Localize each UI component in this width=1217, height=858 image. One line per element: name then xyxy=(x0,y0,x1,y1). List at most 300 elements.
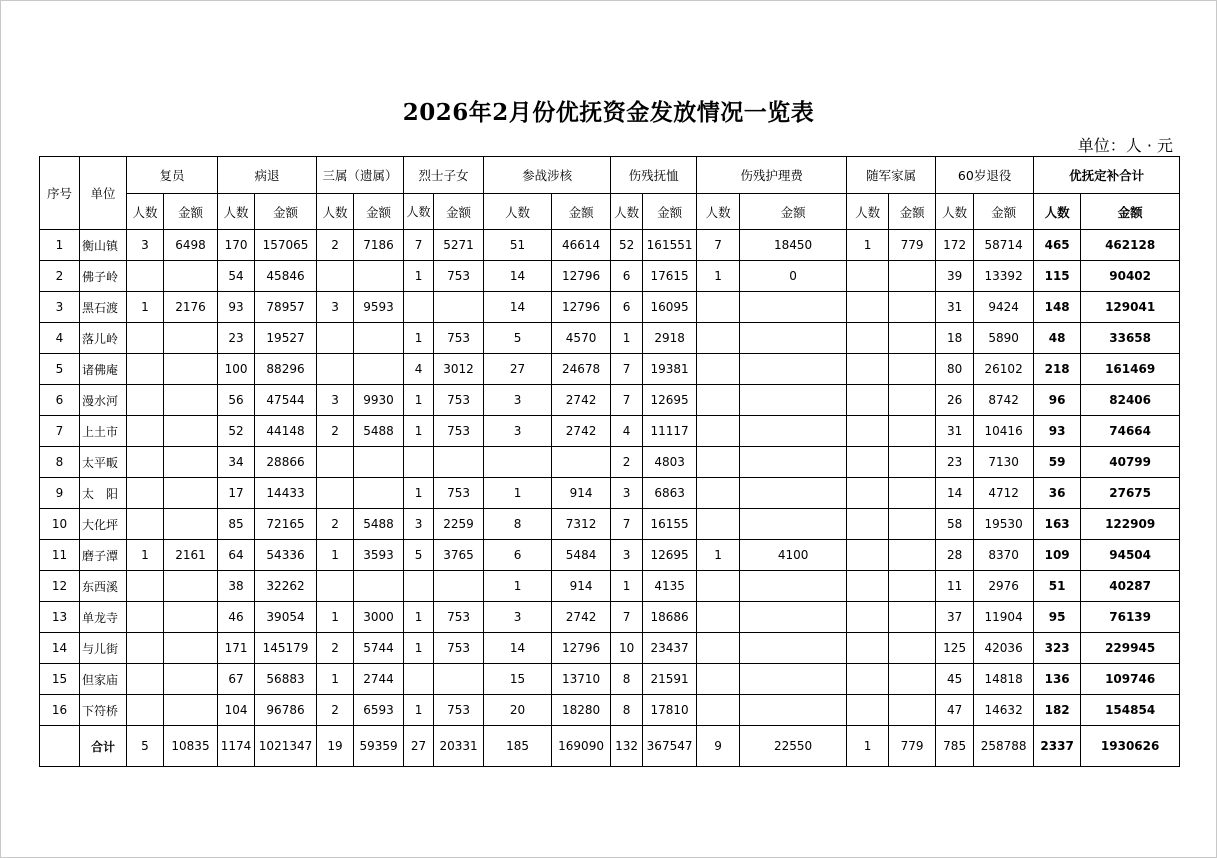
row-value xyxy=(127,354,164,385)
row-value: 3 xyxy=(484,385,552,416)
total-value: 22550 xyxy=(740,726,847,767)
header-group: 伤残护理费 xyxy=(697,157,847,194)
total-label: 合计 xyxy=(80,726,127,767)
total-value: 1 xyxy=(847,726,889,767)
row-value: 14 xyxy=(484,292,552,323)
table-row xyxy=(40,292,1180,323)
row-value: 753 xyxy=(434,633,484,664)
row-value xyxy=(889,323,936,354)
unit-label: 单位：人 · 元 xyxy=(1077,136,1173,155)
row-value: 171 xyxy=(218,633,255,664)
header-row-groups xyxy=(40,157,1180,194)
row-value: 753 xyxy=(434,695,484,726)
row-value: 1 xyxy=(484,478,552,509)
row-value: 5 xyxy=(404,540,434,571)
row-value: 3000 xyxy=(354,602,404,633)
row-value: 161551 xyxy=(643,230,697,261)
row-value: 753 xyxy=(434,385,484,416)
row-value: 0 xyxy=(740,261,847,292)
row-value: 7 xyxy=(611,509,643,540)
header-people-total: 人数 xyxy=(1034,194,1081,230)
row-value: 6 xyxy=(611,292,643,323)
header-group: 三属（遗属） xyxy=(317,157,404,194)
row-value: 12695 xyxy=(643,385,697,416)
row-value xyxy=(889,354,936,385)
row-value xyxy=(164,261,218,292)
row-value: 54336 xyxy=(255,540,317,571)
table-row xyxy=(40,602,1180,633)
total-value: 132 xyxy=(611,726,643,767)
row-value xyxy=(127,695,164,726)
row-value: 26102 xyxy=(974,354,1034,385)
row-seq: 2 xyxy=(40,261,80,292)
row-value: 1 xyxy=(404,261,434,292)
table-row xyxy=(40,323,1180,354)
grand-total-value: 2337 xyxy=(1034,726,1081,767)
row-value: 3593 xyxy=(354,540,404,571)
header-amount-total: 金额 xyxy=(1081,194,1180,230)
row-value: 20 xyxy=(484,695,552,726)
row-value: 7 xyxy=(611,385,643,416)
subsidy-table xyxy=(39,156,1180,767)
row-value: 10 xyxy=(611,633,643,664)
row-total-value: 27675 xyxy=(1081,478,1180,509)
row-value: 51 xyxy=(484,230,552,261)
row-value: 14 xyxy=(484,633,552,664)
row-value: 17 xyxy=(218,478,255,509)
row-value xyxy=(740,571,847,602)
row-value: 2 xyxy=(317,230,354,261)
row-value: 1 xyxy=(404,385,434,416)
row-value xyxy=(697,416,740,447)
row-value xyxy=(164,509,218,540)
row-value xyxy=(740,323,847,354)
row-value: 54 xyxy=(218,261,255,292)
row-value: 39054 xyxy=(255,602,317,633)
row-value xyxy=(127,447,164,478)
row-value: 1 xyxy=(317,602,354,633)
row-value: 1 xyxy=(404,695,434,726)
row-seq: 5 xyxy=(40,354,80,385)
header-unit: 单位 xyxy=(80,157,127,230)
row-value: 27 xyxy=(484,354,552,385)
header-amount: 金额 xyxy=(255,194,317,230)
row-value: 21591 xyxy=(643,664,697,695)
row-value: 914 xyxy=(552,571,611,602)
row-unit: 落儿岭 xyxy=(80,323,127,354)
row-value: 3 xyxy=(317,385,354,416)
row-value: 1 xyxy=(404,633,434,664)
row-total-value: 74664 xyxy=(1081,416,1180,447)
table-row xyxy=(40,261,1180,292)
total-seq-empty xyxy=(40,726,80,767)
row-value xyxy=(740,354,847,385)
row-value: 45 xyxy=(936,664,974,695)
row-value: 7 xyxy=(697,230,740,261)
row-seq: 1 xyxy=(40,230,80,261)
row-total-value: 148 xyxy=(1034,292,1081,323)
row-value: 64 xyxy=(218,540,255,571)
row-value: 78957 xyxy=(255,292,317,323)
header-group: 60岁退役 xyxy=(936,157,1034,194)
row-value xyxy=(404,664,434,695)
row-value: 19527 xyxy=(255,323,317,354)
total-value: 1021347 xyxy=(255,726,317,767)
row-value xyxy=(697,571,740,602)
row-value: 753 xyxy=(434,602,484,633)
row-value: 2918 xyxy=(643,323,697,354)
row-seq: 13 xyxy=(40,602,80,633)
row-value: 2742 xyxy=(552,602,611,633)
table-row xyxy=(40,478,1180,509)
row-value: 4712 xyxy=(974,478,1034,509)
row-value: 2 xyxy=(317,695,354,726)
row-value: 1 xyxy=(317,540,354,571)
row-value: 5488 xyxy=(354,416,404,447)
row-value: 1 xyxy=(127,292,164,323)
row-value: 7 xyxy=(404,230,434,261)
table-row xyxy=(40,230,1180,261)
row-total-value: 51 xyxy=(1034,571,1081,602)
header-amount: 金额 xyxy=(354,194,404,230)
row-value xyxy=(317,478,354,509)
total-row xyxy=(40,726,1180,767)
row-value xyxy=(697,447,740,478)
row-value xyxy=(697,478,740,509)
row-value: 1 xyxy=(404,478,434,509)
row-value: 7 xyxy=(611,602,643,633)
row-value xyxy=(697,323,740,354)
row-value: 2742 xyxy=(552,416,611,447)
header-group: 随军家属 xyxy=(847,157,936,194)
row-value xyxy=(889,261,936,292)
total-value: 20331 xyxy=(434,726,484,767)
table-row xyxy=(40,354,1180,385)
row-value: 172 xyxy=(936,230,974,261)
row-value xyxy=(740,509,847,540)
row-value: 56883 xyxy=(255,664,317,695)
header-people: 人数 xyxy=(317,194,354,230)
header-group: 参战涉核 xyxy=(484,157,611,194)
row-value: 34 xyxy=(218,447,255,478)
row-total-value: 82406 xyxy=(1081,385,1180,416)
row-value xyxy=(847,695,889,726)
row-value xyxy=(127,416,164,447)
row-value: 7130 xyxy=(974,447,1034,478)
row-total-value: 129041 xyxy=(1081,292,1180,323)
row-value: 38 xyxy=(218,571,255,602)
row-value xyxy=(164,633,218,664)
row-value: 1 xyxy=(127,540,164,571)
row-value: 753 xyxy=(434,323,484,354)
row-value xyxy=(889,292,936,323)
row-total-value: 462128 xyxy=(1081,230,1180,261)
row-value: 8 xyxy=(611,695,643,726)
row-value xyxy=(164,416,218,447)
row-value: 8742 xyxy=(974,385,1034,416)
row-value: 14 xyxy=(936,478,974,509)
row-value xyxy=(847,540,889,571)
row-value xyxy=(740,478,847,509)
table-row xyxy=(40,571,1180,602)
table-row xyxy=(40,540,1180,571)
row-value: 10416 xyxy=(974,416,1034,447)
row-value: 3 xyxy=(484,602,552,633)
row-value: 72165 xyxy=(255,509,317,540)
table-row xyxy=(40,447,1180,478)
row-value: 2 xyxy=(317,416,354,447)
row-total-value: 48 xyxy=(1034,323,1081,354)
table-row xyxy=(40,385,1180,416)
row-value: 32262 xyxy=(255,571,317,602)
total-value: 9 xyxy=(697,726,740,767)
row-value: 11 xyxy=(936,571,974,602)
row-value xyxy=(847,602,889,633)
header-group: 伤残抚恤 xyxy=(611,157,697,194)
total-value: 59359 xyxy=(354,726,404,767)
row-value xyxy=(889,664,936,695)
row-value: 11904 xyxy=(974,602,1034,633)
row-value: 23437 xyxy=(643,633,697,664)
row-value: 5 xyxy=(484,323,552,354)
row-value xyxy=(127,664,164,695)
row-value: 6 xyxy=(484,540,552,571)
row-unit: 上土市 xyxy=(80,416,127,447)
row-unit: 佛子岭 xyxy=(80,261,127,292)
row-seq: 10 xyxy=(40,509,80,540)
row-value: 5484 xyxy=(552,540,611,571)
row-value: 9424 xyxy=(974,292,1034,323)
total-value: 779 xyxy=(889,726,936,767)
row-value: 14433 xyxy=(255,478,317,509)
header-group-total: 优抚定补合计 xyxy=(1034,157,1180,194)
row-total-value: 465 xyxy=(1034,230,1081,261)
row-unit: 太 阳 xyxy=(80,478,127,509)
row-value xyxy=(847,478,889,509)
row-value: 7312 xyxy=(552,509,611,540)
row-value: 779 xyxy=(889,230,936,261)
row-total-value: 109 xyxy=(1034,540,1081,571)
row-unit: 单龙寺 xyxy=(80,602,127,633)
grand-total-value: 1930626 xyxy=(1081,726,1180,767)
row-value xyxy=(127,509,164,540)
row-seq: 9 xyxy=(40,478,80,509)
row-value xyxy=(354,261,404,292)
row-value xyxy=(127,478,164,509)
row-value: 145179 xyxy=(255,633,317,664)
row-value xyxy=(697,633,740,664)
row-value xyxy=(889,540,936,571)
row-value: 100 xyxy=(218,354,255,385)
row-value: 18 xyxy=(936,323,974,354)
row-value: 6863 xyxy=(643,478,697,509)
row-value xyxy=(697,385,740,416)
row-value: 88296 xyxy=(255,354,317,385)
row-value: 4803 xyxy=(643,447,697,478)
header-people: 人数 xyxy=(936,194,974,230)
row-value: 914 xyxy=(552,478,611,509)
row-value: 18450 xyxy=(740,230,847,261)
row-unit: 太平畈 xyxy=(80,447,127,478)
header-amount: 金额 xyxy=(740,194,847,230)
row-value xyxy=(317,323,354,354)
row-value: 14818 xyxy=(974,664,1034,695)
row-total-value: 109746 xyxy=(1081,664,1180,695)
row-value: 2976 xyxy=(974,571,1034,602)
row-unit: 磨子潭 xyxy=(80,540,127,571)
row-value: 1 xyxy=(611,323,643,354)
row-value xyxy=(317,571,354,602)
row-unit: 黑石渡 xyxy=(80,292,127,323)
row-total-value: 136 xyxy=(1034,664,1081,695)
row-value: 3 xyxy=(127,230,164,261)
row-value xyxy=(740,664,847,695)
header-people: 人数 xyxy=(127,194,164,230)
row-value: 3 xyxy=(611,478,643,509)
row-value: 2742 xyxy=(552,385,611,416)
row-value: 85 xyxy=(218,509,255,540)
row-value: 46 xyxy=(218,602,255,633)
row-total-value: 40799 xyxy=(1081,447,1180,478)
table-row xyxy=(40,416,1180,447)
row-value xyxy=(847,323,889,354)
row-value: 3 xyxy=(317,292,354,323)
row-value: 3 xyxy=(484,416,552,447)
row-value xyxy=(847,261,889,292)
row-unit: 但家庙 xyxy=(80,664,127,695)
row-value xyxy=(552,447,611,478)
row-value xyxy=(847,633,889,664)
row-total-value: 161469 xyxy=(1081,354,1180,385)
row-value xyxy=(164,602,218,633)
row-value: 753 xyxy=(434,261,484,292)
row-total-value: 40287 xyxy=(1081,571,1180,602)
row-value xyxy=(164,447,218,478)
row-value xyxy=(127,633,164,664)
row-value: 24678 xyxy=(552,354,611,385)
total-value: 169090 xyxy=(552,726,611,767)
row-value: 125 xyxy=(936,633,974,664)
row-seq: 15 xyxy=(40,664,80,695)
row-value xyxy=(889,416,936,447)
row-total-value: 33658 xyxy=(1081,323,1180,354)
row-value xyxy=(434,664,484,695)
row-value: 3012 xyxy=(434,354,484,385)
row-value xyxy=(847,664,889,695)
row-value xyxy=(847,385,889,416)
row-value: 47544 xyxy=(255,385,317,416)
row-value: 4100 xyxy=(740,540,847,571)
row-value: 26 xyxy=(936,385,974,416)
row-value: 52 xyxy=(218,416,255,447)
row-value xyxy=(164,478,218,509)
row-unit: 与儿街 xyxy=(80,633,127,664)
row-value: 1 xyxy=(697,540,740,571)
header-group: 病退 xyxy=(218,157,317,194)
row-value: 3765 xyxy=(434,540,484,571)
row-value xyxy=(889,509,936,540)
row-value xyxy=(164,385,218,416)
row-value xyxy=(697,509,740,540)
row-value xyxy=(127,571,164,602)
row-value xyxy=(697,695,740,726)
row-value: 4 xyxy=(404,354,434,385)
row-total-value: 218 xyxy=(1034,354,1081,385)
row-value: 2 xyxy=(317,509,354,540)
total-value: 19 xyxy=(317,726,354,767)
row-value xyxy=(434,447,484,478)
row-unit: 大化坪 xyxy=(80,509,127,540)
header-people: 人数 xyxy=(484,194,552,230)
row-value xyxy=(889,478,936,509)
row-value: 2 xyxy=(317,633,354,664)
total-value: 10835 xyxy=(164,726,218,767)
row-value xyxy=(889,385,936,416)
row-value xyxy=(354,478,404,509)
row-total-value: 36 xyxy=(1034,478,1081,509)
row-value xyxy=(697,354,740,385)
row-value: 19381 xyxy=(643,354,697,385)
row-value: 14632 xyxy=(974,695,1034,726)
row-value: 12796 xyxy=(552,292,611,323)
row-value: 4135 xyxy=(643,571,697,602)
row-value: 80 xyxy=(936,354,974,385)
row-value xyxy=(354,571,404,602)
total-value: 785 xyxy=(936,726,974,767)
row-value xyxy=(164,354,218,385)
row-value xyxy=(404,571,434,602)
row-value: 58 xyxy=(936,509,974,540)
row-value xyxy=(317,447,354,478)
row-value xyxy=(740,695,847,726)
row-value: 7186 xyxy=(354,230,404,261)
row-seq: 12 xyxy=(40,571,80,602)
total-value: 1174 xyxy=(218,726,255,767)
row-value: 16095 xyxy=(643,292,697,323)
row-value xyxy=(164,664,218,695)
row-value: 6 xyxy=(611,261,643,292)
row-value: 1 xyxy=(404,602,434,633)
row-value: 31 xyxy=(936,416,974,447)
table-row xyxy=(40,695,1180,726)
header-people: 人数 xyxy=(697,194,740,230)
row-value xyxy=(354,447,404,478)
row-value: 12695 xyxy=(643,540,697,571)
row-value xyxy=(404,292,434,323)
row-value: 8 xyxy=(611,664,643,695)
row-value: 2744 xyxy=(354,664,404,695)
row-value xyxy=(889,633,936,664)
row-value xyxy=(317,261,354,292)
row-value xyxy=(740,602,847,633)
row-value: 8370 xyxy=(974,540,1034,571)
total-value: 185 xyxy=(484,726,552,767)
header-group: 复员 xyxy=(127,157,218,194)
total-value: 258788 xyxy=(974,726,1034,767)
row-value: 18280 xyxy=(552,695,611,726)
row-total-value: 93 xyxy=(1034,416,1081,447)
row-total-value: 90402 xyxy=(1081,261,1180,292)
row-value: 4 xyxy=(611,416,643,447)
row-value xyxy=(740,633,847,664)
row-value: 58714 xyxy=(974,230,1034,261)
row-value: 170 xyxy=(218,230,255,261)
row-seq: 6 xyxy=(40,385,80,416)
row-value xyxy=(889,602,936,633)
row-unit: 诸佛庵 xyxy=(80,354,127,385)
page-title: 2026年2月份优抚资金发放情况一览表 xyxy=(402,99,815,126)
table-row xyxy=(40,509,1180,540)
